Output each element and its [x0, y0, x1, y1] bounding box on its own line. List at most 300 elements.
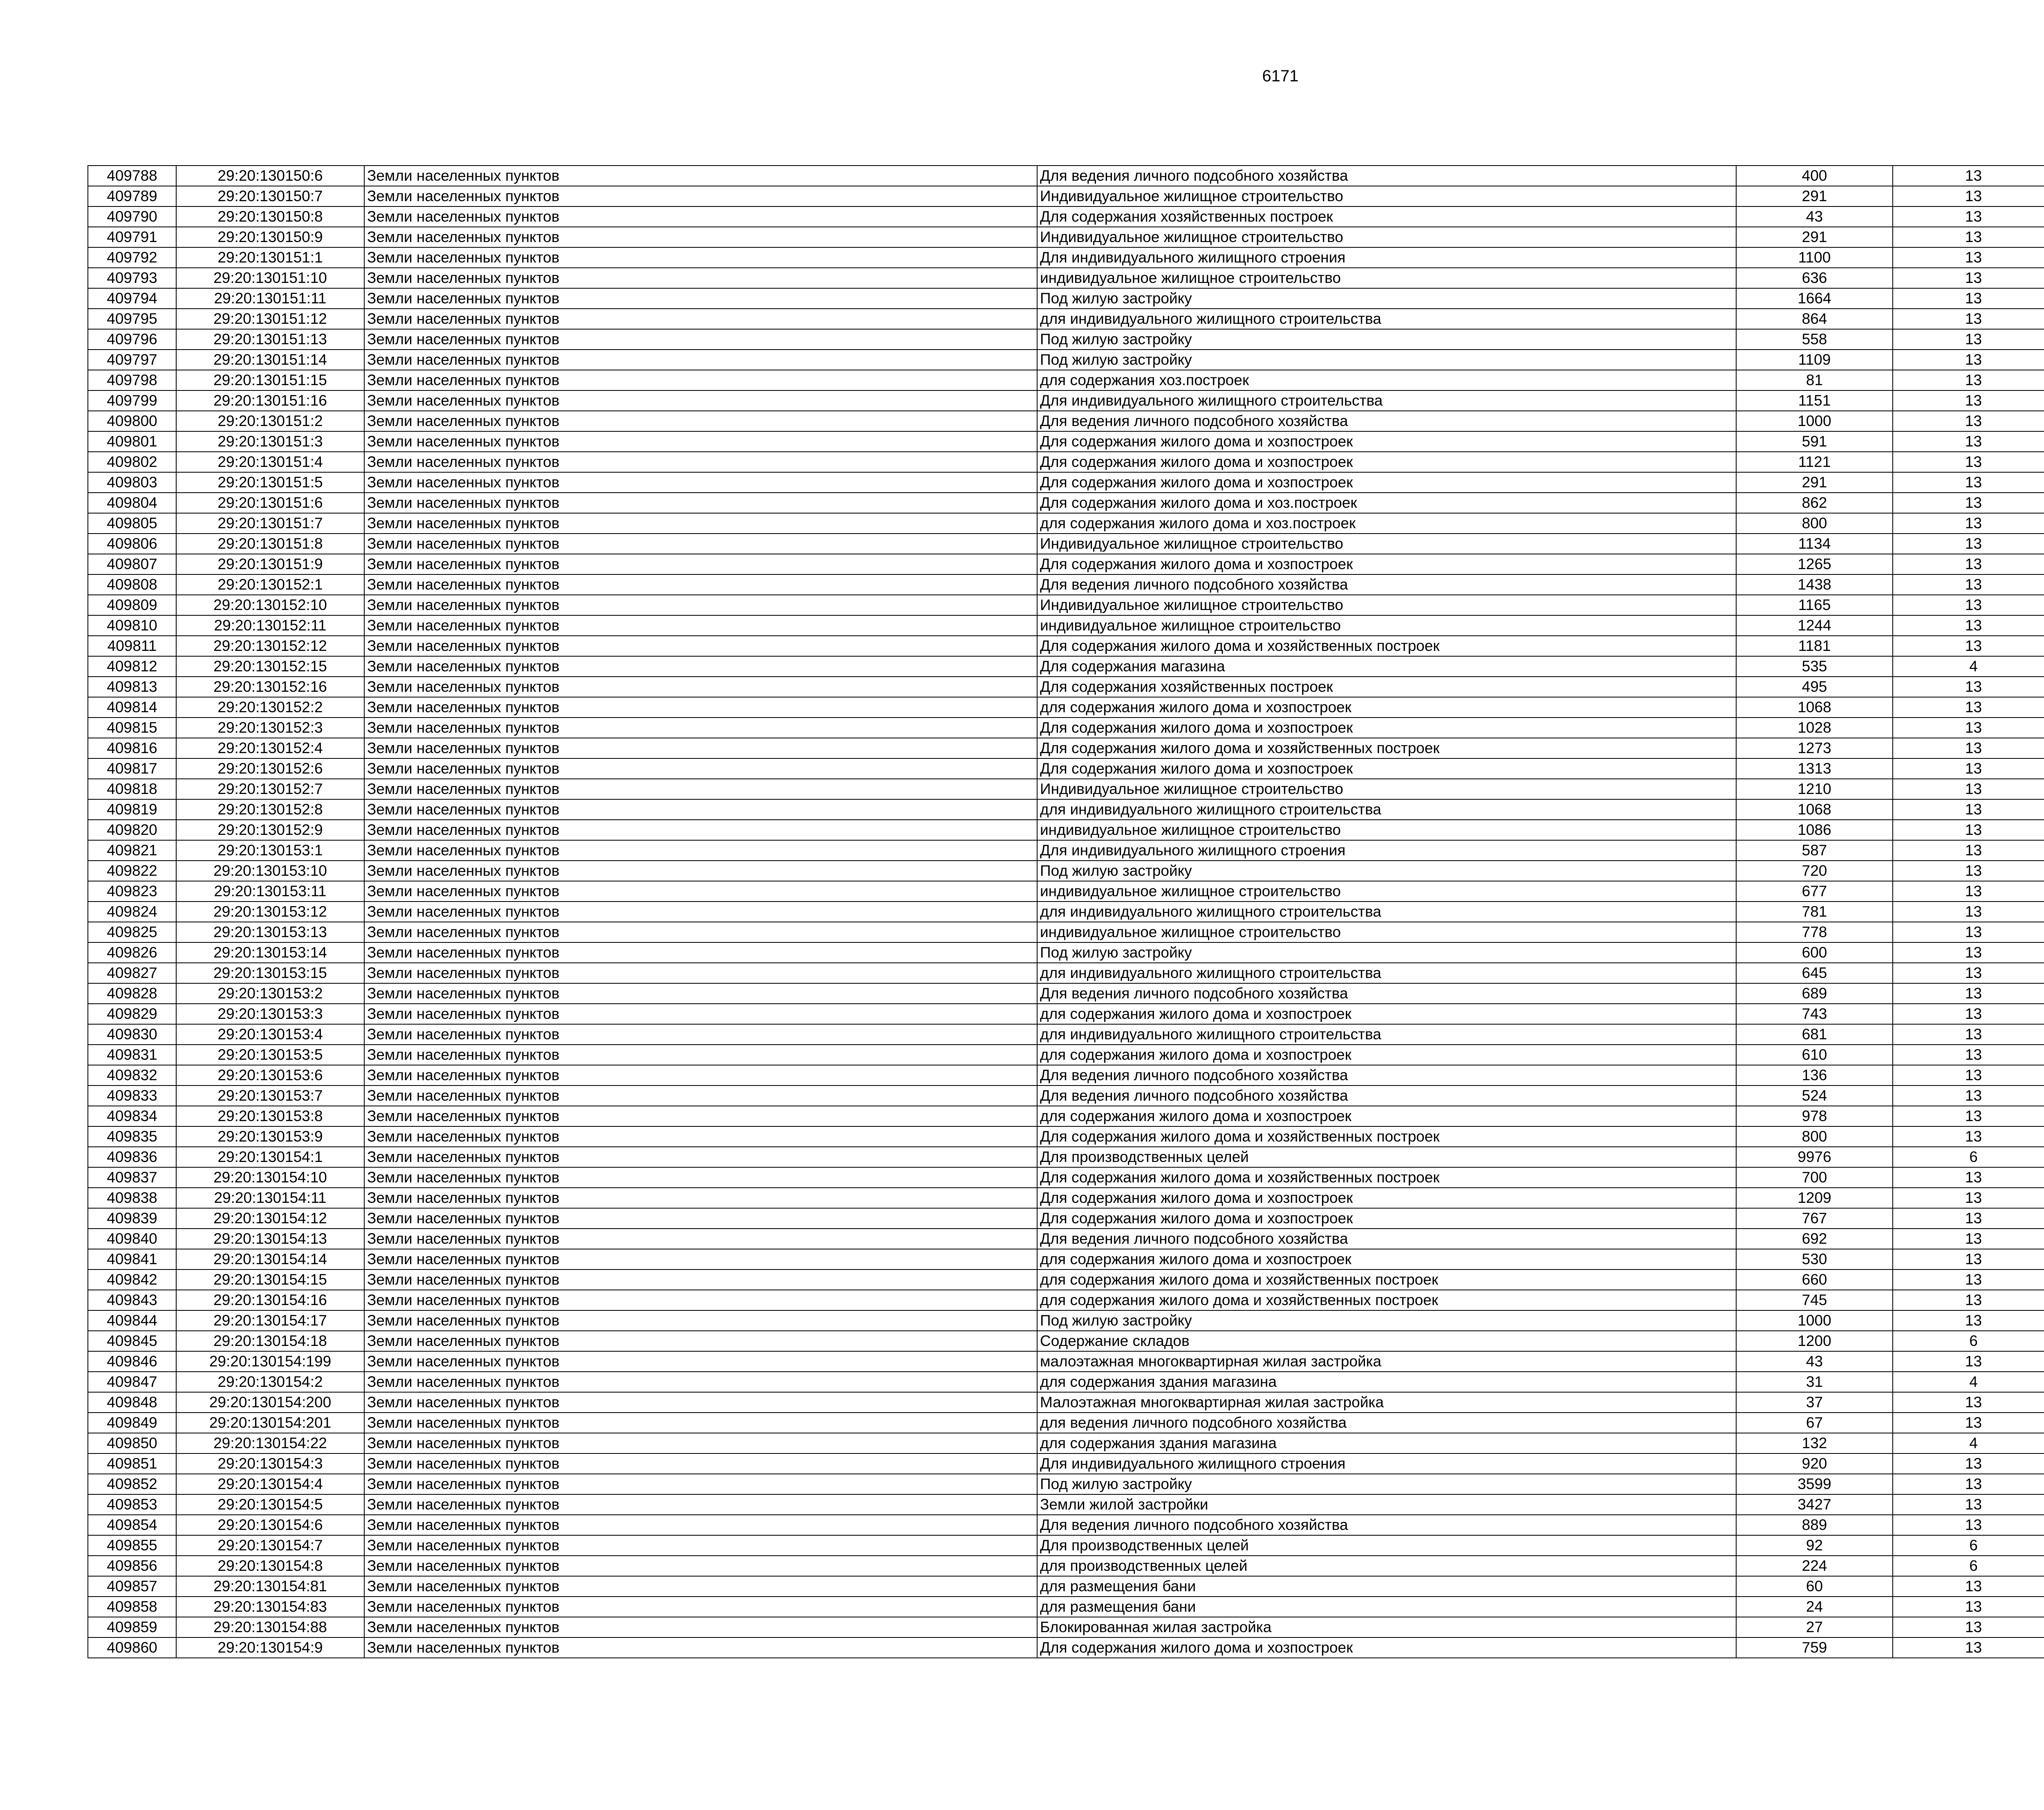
cadastral-number-cell: 29:20:130154:201	[176, 1413, 364, 1433]
land-register-table	[87, 165, 2044, 1658]
table-row	[88, 902, 2044, 922]
area-cell: 524	[1736, 1086, 1893, 1106]
land-category-cell: Земли населенных пунктов	[364, 595, 1037, 615]
row-number-cell: 409814	[88, 697, 176, 718]
group-cell: 13	[1893, 697, 2044, 718]
cadastral-number-cell: 29:20:130151:11	[176, 288, 364, 309]
land-category-cell: Земли населенных пунктов	[364, 677, 1037, 697]
group-cell: 6	[1893, 1331, 2044, 1351]
cadastral-number-cell: 29:20:130150:6	[176, 166, 364, 186]
area-cell: 781	[1736, 902, 1893, 922]
row-number-cell: 409840	[88, 1229, 176, 1249]
permitted-use-cell: Для содержания жилого дома и хозпостроек	[1037, 718, 1736, 738]
cadastral-number-cell: 29:20:130152:11	[176, 615, 364, 636]
row-number-cell: 409855	[88, 1535, 176, 1556]
table-row	[88, 411, 2044, 431]
area-cell: 1165	[1736, 595, 1893, 615]
area-cell: 778	[1736, 922, 1893, 942]
row-number-cell: 409842	[88, 1269, 176, 1290]
permitted-use-cell: Для содержания жилого дома и хозяйственных построек	[1037, 1167, 1736, 1188]
table-row	[88, 799, 2044, 820]
table-row	[88, 1126, 2044, 1147]
land-category-cell: Земли населенных пунктов	[364, 227, 1037, 247]
row-number-cell: 409795	[88, 309, 176, 329]
table-row	[88, 636, 2044, 656]
row-number-cell: 409804	[88, 493, 176, 513]
land-category-cell: Земли населенных пунктов	[364, 390, 1037, 411]
permitted-use-cell: Для содержания жилого дома и хозпостроек	[1037, 1208, 1736, 1229]
cadastral-number-cell: 29:20:130153:10	[176, 861, 364, 881]
permitted-use-cell: для размещения бани	[1037, 1597, 1736, 1617]
group-cell: 13	[1893, 1269, 2044, 1290]
table-row	[88, 881, 2044, 902]
group-cell: 13	[1893, 513, 2044, 534]
table-row	[88, 922, 2044, 942]
cadastral-number-cell: 29:20:130154:18	[176, 1331, 364, 1351]
table-row	[88, 186, 2044, 206]
area-cell: 1151	[1736, 390, 1893, 411]
page-number: 6171	[1262, 67, 1299, 85]
group-cell: 13	[1893, 1576, 2044, 1597]
land-category-cell: Земли населенных пунктов	[364, 718, 1037, 738]
land-category-cell: Земли населенных пунктов	[364, 1004, 1037, 1024]
land-category-cell: Земли населенных пунктов	[364, 1147, 1037, 1167]
land-category-cell: Земли населенных пунктов	[364, 247, 1037, 268]
row-number-cell: 409794	[88, 288, 176, 309]
group-cell: 13	[1893, 942, 2044, 963]
land-category-cell: Земли населенных пунктов	[364, 1331, 1037, 1351]
table-row	[88, 1637, 2044, 1658]
area-cell: 1121	[1736, 452, 1893, 472]
land-category-cell: Земли населенных пунктов	[364, 963, 1037, 983]
row-number-cell: 409803	[88, 472, 176, 493]
table-row	[88, 1351, 2044, 1372]
cadastral-number-cell: 29:20:130153:7	[176, 1086, 364, 1106]
table-row	[88, 595, 2044, 615]
row-number-cell: 409823	[88, 881, 176, 902]
area-cell: 600	[1736, 942, 1893, 963]
permitted-use-cell: Для индивидуального жилищного строения	[1037, 247, 1736, 268]
area-cell: 400	[1736, 166, 1893, 186]
land-category-cell: Земли населенных пунктов	[364, 288, 1037, 309]
table-row	[88, 718, 2044, 738]
permitted-use-cell: Для содержания жилого дома и хозпостроек	[1037, 472, 1736, 493]
cadastral-number-cell: 29:20:130154:14	[176, 1249, 364, 1269]
cadastral-number-cell: 29:20:130151:2	[176, 411, 364, 431]
row-number-cell: 409819	[88, 799, 176, 820]
group-cell: 13	[1893, 983, 2044, 1004]
row-number-cell: 409821	[88, 840, 176, 861]
land-category-cell: Земли населенных пунктов	[364, 472, 1037, 493]
table-row	[88, 1065, 2044, 1086]
cadastral-number-cell: 29:20:130152:15	[176, 656, 364, 677]
group-cell: 13	[1893, 799, 2044, 820]
table-row	[88, 288, 2044, 309]
group-cell: 13	[1893, 1065, 2044, 1086]
table-row	[88, 1494, 2044, 1515]
permitted-use-cell: Содержание складов	[1037, 1331, 1736, 1351]
table-row	[88, 1576, 2044, 1597]
cadastral-number-cell: 29:20:130154:3	[176, 1453, 364, 1474]
row-number-cell: 409818	[88, 779, 176, 799]
cadastral-number-cell: 29:20:130154:22	[176, 1433, 364, 1453]
group-cell: 13	[1893, 1004, 2044, 1024]
permitted-use-cell: Для производственных целей	[1037, 1535, 1736, 1556]
area-cell: 591	[1736, 431, 1893, 452]
table-row	[88, 1535, 2044, 1556]
permitted-use-cell: Под жилую застройку	[1037, 861, 1736, 881]
permitted-use-cell: Под жилую застройку	[1037, 1310, 1736, 1331]
cadastral-number-cell: 29:20:130153:5	[176, 1045, 364, 1065]
permitted-use-cell: Для ведения личного подсобного хозяйства	[1037, 983, 1736, 1004]
land-category-cell: Земли населенных пунктов	[364, 1597, 1037, 1617]
area-cell: 9976	[1736, 1147, 1893, 1167]
row-number-cell: 409802	[88, 452, 176, 472]
cadastral-number-cell: 29:20:130151:4	[176, 452, 364, 472]
group-cell: 13	[1893, 1249, 2044, 1269]
row-number-cell: 409850	[88, 1433, 176, 1453]
cadastral-number-cell: 29:20:130151:1	[176, 247, 364, 268]
row-number-cell: 409831	[88, 1045, 176, 1065]
row-number-cell: 409859	[88, 1617, 176, 1637]
area-cell: 645	[1736, 963, 1893, 983]
permitted-use-cell: индивидуальное жилищное строительство	[1037, 268, 1736, 288]
cadastral-number-cell: 29:20:130151:7	[176, 513, 364, 534]
row-number-cell: 409810	[88, 615, 176, 636]
table-row	[88, 1372, 2044, 1392]
row-number-cell: 409845	[88, 1331, 176, 1351]
permitted-use-cell: Для содержания магазина	[1037, 656, 1736, 677]
table-row	[88, 1617, 2044, 1637]
permitted-use-cell: для содержания жилого дома и хозпостроек	[1037, 1249, 1736, 1269]
cadastral-number-cell: 29:20:130153:9	[176, 1126, 364, 1147]
table-row	[88, 329, 2044, 350]
group-cell: 13	[1893, 472, 2044, 493]
table-row	[88, 779, 2044, 799]
area-cell: 864	[1736, 309, 1893, 329]
cadastral-number-cell: 29:20:130152:12	[176, 636, 364, 656]
area-cell: 636	[1736, 268, 1893, 288]
cadastral-number-cell: 29:20:130153:8	[176, 1106, 364, 1126]
cadastral-number-cell: 29:20:130152:10	[176, 595, 364, 615]
area-cell: 291	[1736, 227, 1893, 247]
land-category-cell: Земли населенных пунктов	[364, 983, 1037, 1004]
permitted-use-cell: Для содержания хозяйственных построек	[1037, 677, 1736, 697]
row-number-cell: 409812	[88, 656, 176, 677]
row-number-cell: 409805	[88, 513, 176, 534]
row-number-cell: 409848	[88, 1392, 176, 1413]
table-body	[88, 166, 2044, 1658]
row-number-cell: 409838	[88, 1188, 176, 1208]
cadastral-number-cell: 29:20:130150:8	[176, 206, 364, 227]
group-cell: 6	[1893, 1147, 2044, 1167]
permitted-use-cell: Для содержания жилого дома и хозпостроек	[1037, 1637, 1736, 1658]
group-cell: 13	[1893, 411, 2044, 431]
group-cell: 13	[1893, 677, 2044, 697]
cadastral-number-cell: 29:20:130154:11	[176, 1188, 364, 1208]
area-cell: 495	[1736, 677, 1893, 697]
permitted-use-cell: Для индивидуального жилищного строения	[1037, 840, 1736, 861]
group-cell: 13	[1893, 1024, 2044, 1045]
row-number-cell: 409854	[88, 1515, 176, 1535]
row-number-cell: 409801	[88, 431, 176, 452]
area-cell: 224	[1736, 1556, 1893, 1576]
area-cell: 1265	[1736, 554, 1893, 574]
table-row	[88, 1208, 2044, 1229]
area-cell: 1086	[1736, 820, 1893, 840]
cadastral-number-cell: 29:20:130151:8	[176, 534, 364, 554]
cadastral-number-cell: 29:20:130154:16	[176, 1290, 364, 1310]
area-cell: 1000	[1736, 411, 1893, 431]
permitted-use-cell: Для ведения личного подсобного хозяйства	[1037, 1515, 1736, 1535]
permitted-use-cell: индивидуальное жилищное строительство	[1037, 881, 1736, 902]
row-number-cell: 409829	[88, 1004, 176, 1024]
land-category-cell: Земли населенных пунктов	[364, 1310, 1037, 1331]
row-number-cell: 409815	[88, 718, 176, 738]
permitted-use-cell: для содержания жилого дома и хозяйственных построек	[1037, 1269, 1736, 1290]
table-row	[88, 370, 2044, 390]
row-number-cell: 409847	[88, 1372, 176, 1392]
permitted-use-cell: Для ведения личного подсобного хозяйства	[1037, 411, 1736, 431]
table-row	[88, 227, 2044, 247]
group-cell: 13	[1893, 758, 2044, 779]
cadastral-number-cell: 29:20:130154:17	[176, 1310, 364, 1331]
row-number-cell: 409834	[88, 1106, 176, 1126]
permitted-use-cell: Индивидуальное жилищное строительство	[1037, 227, 1736, 247]
permitted-use-cell: Индивидуальное жилищное строительство	[1037, 534, 1736, 554]
group-cell: 6	[1893, 1556, 2044, 1576]
cadastral-number-cell: 29:20:130153:3	[176, 1004, 364, 1024]
group-cell: 6	[1893, 1535, 2044, 1556]
cadastral-number-cell: 29:20:130151:10	[176, 268, 364, 288]
area-cell: 681	[1736, 1024, 1893, 1045]
area-cell: 1273	[1736, 738, 1893, 758]
table-row	[88, 166, 2044, 186]
permitted-use-cell: для содержания жилого дома и хозпостроек	[1037, 1045, 1736, 1065]
area-cell: 1244	[1736, 615, 1893, 636]
land-category-cell: Земли населенных пунктов	[364, 206, 1037, 227]
area-cell: 1000	[1736, 1310, 1893, 1331]
permitted-use-cell: Индивидуальное жилищное строительство	[1037, 595, 1736, 615]
table-row	[88, 1249, 2044, 1269]
group-cell: 13	[1893, 350, 2044, 370]
group-cell: 13	[1893, 1617, 2044, 1637]
group-cell: 13	[1893, 1310, 2044, 1331]
group-cell: 13	[1893, 1045, 2044, 1065]
cadastral-number-cell: 29:20:130153:12	[176, 902, 364, 922]
permitted-use-cell: малоэтажная многоквартирная жилая застройка	[1037, 1351, 1736, 1372]
land-category-cell: Земли населенных пунктов	[364, 1126, 1037, 1147]
group-cell: 13	[1893, 288, 2044, 309]
land-category-cell: Земли населенных пунктов	[364, 1290, 1037, 1310]
group-cell: 13	[1893, 1086, 2044, 1106]
permitted-use-cell: Для содержания жилого дома и хозпостроек	[1037, 452, 1736, 472]
group-cell: 13	[1893, 1126, 2044, 1147]
row-number-cell: 409806	[88, 534, 176, 554]
area-cell: 1200	[1736, 1331, 1893, 1351]
table-row	[88, 861, 2044, 881]
table-row	[88, 1024, 2044, 1045]
group-cell: 13	[1893, 1515, 2044, 1535]
group-cell: 13	[1893, 738, 2044, 758]
row-number-cell: 409833	[88, 1086, 176, 1106]
area-cell: 978	[1736, 1106, 1893, 1126]
permitted-use-cell: для индивидуального жилищного строительства	[1037, 799, 1736, 820]
permitted-use-cell: индивидуальное жилищное строительство	[1037, 615, 1736, 636]
row-number-cell: 409826	[88, 942, 176, 963]
cadastral-number-cell: 29:20:130154:15	[176, 1269, 364, 1290]
group-cell: 13	[1893, 390, 2044, 411]
area-cell: 43	[1736, 1351, 1893, 1372]
area-cell: 1438	[1736, 574, 1893, 595]
table-row	[88, 472, 2044, 493]
land-category-cell: Земли населенных пунктов	[364, 1556, 1037, 1576]
cadastral-number-cell: 29:20:130154:10	[176, 1167, 364, 1188]
table-row	[88, 390, 2044, 411]
area-cell: 81	[1736, 370, 1893, 390]
table-row	[88, 431, 2044, 452]
group-cell: 13	[1893, 595, 2044, 615]
permitted-use-cell: для содержания жилого дома и хозпостроек	[1037, 1004, 1736, 1024]
area-cell: 692	[1736, 1229, 1893, 1249]
land-category-cell: Земли населенных пунктов	[364, 329, 1037, 350]
land-category-cell: Земли населенных пунктов	[364, 1413, 1037, 1433]
group-cell: 13	[1893, 329, 2044, 350]
land-category-cell: Земли населенных пунктов	[364, 840, 1037, 861]
table-row	[88, 350, 2044, 370]
table-row	[88, 963, 2044, 983]
area-cell: 530	[1736, 1249, 1893, 1269]
cadastral-number-cell: 29:20:130152:8	[176, 799, 364, 820]
row-number-cell: 409796	[88, 329, 176, 350]
cadastral-number-cell: 29:20:130153:1	[176, 840, 364, 861]
group-cell: 13	[1893, 1167, 2044, 1188]
area-cell: 1664	[1736, 288, 1893, 309]
land-category-cell: Земли населенных пунктов	[364, 411, 1037, 431]
cadastral-number-cell: 29:20:130152:9	[176, 820, 364, 840]
area-cell: 43	[1736, 206, 1893, 227]
row-number-cell: 409820	[88, 820, 176, 840]
permitted-use-cell: для содержания жилого дома и хоз.построек	[1037, 513, 1736, 534]
land-category-cell: Земли населенных пунктов	[364, 493, 1037, 513]
row-number-cell: 409811	[88, 636, 176, 656]
area-cell: 132	[1736, 1433, 1893, 1453]
group-cell: 13	[1893, 554, 2044, 574]
row-number-cell: 409816	[88, 738, 176, 758]
land-category-cell: Земли населенных пунктов	[364, 820, 1037, 840]
row-number-cell: 409817	[88, 758, 176, 779]
area-cell: 689	[1736, 983, 1893, 1004]
row-number-cell: 409824	[88, 902, 176, 922]
group-cell: 13	[1893, 1208, 2044, 1229]
land-category-cell: Земли населенных пунктов	[364, 268, 1037, 288]
row-number-cell: 409798	[88, 370, 176, 390]
row-number-cell: 409857	[88, 1576, 176, 1597]
group-cell: 13	[1893, 166, 2044, 186]
table-row	[88, 1269, 2044, 1290]
group-cell: 13	[1893, 963, 2044, 983]
table-row	[88, 1310, 2044, 1331]
area-cell: 700	[1736, 1167, 1893, 1188]
land-category-cell: Земли населенных пунктов	[364, 942, 1037, 963]
table-row	[88, 1229, 2044, 1249]
group-cell: 13	[1893, 574, 2044, 595]
permitted-use-cell: Для содержания жилого дома и хозяйственных построек	[1037, 738, 1736, 758]
table-row	[88, 1290, 2044, 1310]
area-cell: 1181	[1736, 636, 1893, 656]
table-row	[88, 1433, 2044, 1453]
permitted-use-cell: Земли жилой застройки	[1037, 1494, 1736, 1515]
cadastral-number-cell: 29:20:130154:200	[176, 1392, 364, 1413]
group-cell: 13	[1893, 718, 2044, 738]
cadastral-number-cell: 29:20:130153:6	[176, 1065, 364, 1086]
table-row	[88, 554, 2044, 574]
group-cell: 13	[1893, 1413, 2044, 1433]
row-number-cell: 409813	[88, 677, 176, 697]
land-category-cell: Земли населенных пунктов	[364, 554, 1037, 574]
row-number-cell: 409846	[88, 1351, 176, 1372]
land-category-cell: Земли населенных пунктов	[364, 1167, 1037, 1188]
permitted-use-cell: Под жилую застройку	[1037, 329, 1736, 350]
cadastral-number-cell: 29:20:130151:15	[176, 370, 364, 390]
land-category-cell: Земли населенных пунктов	[364, 1229, 1037, 1249]
area-cell: 587	[1736, 840, 1893, 861]
table-row	[88, 615, 2044, 636]
group-cell: 13	[1893, 493, 2044, 513]
area-cell: 136	[1736, 1065, 1893, 1086]
land-category-cell: Земли населенных пунктов	[364, 902, 1037, 922]
row-number-cell: 409851	[88, 1453, 176, 1474]
group-cell: 4	[1893, 656, 2044, 677]
cadastral-number-cell: 29:20:130153:14	[176, 942, 364, 963]
cadastral-number-cell: 29:20:130152:16	[176, 677, 364, 697]
table-row	[88, 1331, 2044, 1351]
group-cell: 13	[1893, 615, 2044, 636]
row-number-cell: 409835	[88, 1126, 176, 1147]
land-category-cell: Земли населенных пунктов	[364, 922, 1037, 942]
land-category-cell: Земли населенных пунктов	[364, 738, 1037, 758]
row-number-cell: 409839	[88, 1208, 176, 1229]
area-cell: 27	[1736, 1617, 1893, 1637]
land-category-cell: Земли населенных пунктов	[364, 186, 1037, 206]
area-cell: 720	[1736, 861, 1893, 881]
land-category-cell: Земли населенных пунктов	[364, 350, 1037, 370]
permitted-use-cell: для содержания жилого дома и хозяйственных построек	[1037, 1290, 1736, 1310]
cadastral-number-cell: 29:20:130150:9	[176, 227, 364, 247]
area-cell: 60	[1736, 1576, 1893, 1597]
row-number-cell: 409822	[88, 861, 176, 881]
table-row	[88, 513, 2044, 534]
land-category-cell: Земли населенных пунктов	[364, 1086, 1037, 1106]
table-row	[88, 1106, 2044, 1126]
land-category-cell: Земли населенных пунктов	[364, 1535, 1037, 1556]
land-category-cell: Земли населенных пунктов	[364, 1045, 1037, 1065]
row-number-cell: 409830	[88, 1024, 176, 1045]
area-cell: 31	[1736, 1372, 1893, 1392]
row-number-cell: 409828	[88, 983, 176, 1004]
permitted-use-cell: для содержания жилого дома и хозпостроек	[1037, 697, 1736, 718]
permitted-use-cell: Для ведения личного подсобного хозяйства	[1037, 1086, 1736, 1106]
permitted-use-cell: Для ведения личного подсобного хозяйства	[1037, 574, 1736, 595]
group-cell: 13	[1893, 206, 2044, 227]
row-number-cell: 409852	[88, 1474, 176, 1494]
permitted-use-cell: Для содержания жилого дома и хоз.построек	[1037, 493, 1736, 513]
land-category-cell: Земли населенных пунктов	[364, 1576, 1037, 1597]
row-number-cell: 409837	[88, 1167, 176, 1188]
land-category-cell: Земли населенных пунктов	[364, 1637, 1037, 1658]
table-row	[88, 1474, 2044, 1494]
table-row	[88, 1004, 2044, 1024]
